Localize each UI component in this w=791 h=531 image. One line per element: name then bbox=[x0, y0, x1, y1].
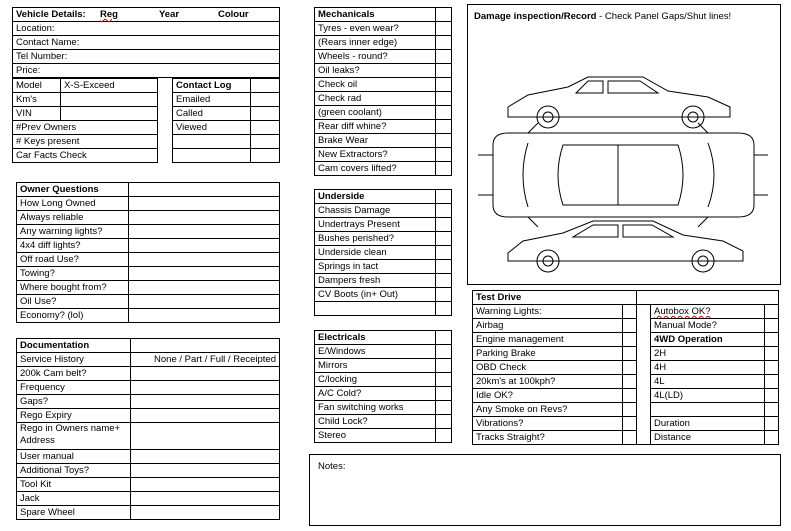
car-diagram[interactable] bbox=[468, 5, 780, 284]
underside-title: Underside bbox=[315, 190, 436, 204]
doc-value[interactable] bbox=[131, 395, 280, 409]
under-label: CV Boots (in+ Out) bbox=[315, 288, 436, 302]
damage-title-bold: Damage inspection/Record bbox=[474, 11, 597, 22]
mech-check[interactable] bbox=[436, 36, 452, 50]
car-side-view-top-icon bbox=[508, 77, 730, 128]
td-gap bbox=[637, 417, 651, 431]
td-gap bbox=[637, 403, 651, 417]
viewed-label: Viewed bbox=[173, 121, 251, 135]
test-drive-section bbox=[472, 290, 779, 445]
owner-q-answer[interactable] bbox=[129, 239, 280, 253]
td-left-check[interactable] bbox=[623, 431, 637, 445]
owner-q-answer[interactable] bbox=[129, 211, 280, 225]
keys-present-field[interactable] bbox=[13, 135, 158, 149]
location-field[interactable]: Location: bbox=[13, 22, 280, 36]
elec-label: A/C Cold? bbox=[315, 387, 436, 401]
td-right-label: 4L(LD) bbox=[651, 389, 765, 403]
td-right-check[interactable] bbox=[764, 417, 778, 431]
mech-label: Check oil bbox=[315, 78, 436, 92]
td-right-label bbox=[651, 305, 765, 319]
car-facts-check-label: Car Facts Check bbox=[16, 150, 87, 161]
doc-label: Service History bbox=[17, 353, 131, 367]
model-value[interactable]: X-S-Exceed bbox=[61, 79, 158, 93]
mech-check[interactable] bbox=[436, 22, 452, 36]
elec-label: C/locking bbox=[315, 373, 436, 387]
keys-present-label: # Keys present bbox=[16, 136, 80, 147]
td-gap bbox=[637, 375, 651, 389]
mech-check[interactable] bbox=[436, 148, 452, 162]
under-label bbox=[315, 302, 436, 316]
td-right-check[interactable] bbox=[764, 347, 778, 361]
td-left-label: Parking Brake bbox=[473, 347, 623, 361]
mech-label: Brake Wear bbox=[315, 134, 436, 148]
owner-q-answer[interactable] bbox=[129, 197, 280, 211]
mech-label: Oil leaks? bbox=[315, 64, 436, 78]
underside-section bbox=[314, 189, 452, 316]
td-right-label: 2H bbox=[651, 347, 765, 361]
doc-value[interactable] bbox=[131, 450, 280, 464]
under-check[interactable] bbox=[436, 246, 452, 260]
doc-value[interactable] bbox=[131, 478, 280, 492]
car-side-view-bottom-icon bbox=[508, 221, 743, 272]
td-right-label: Duration bbox=[651, 417, 765, 431]
colour-label: Colour bbox=[218, 9, 249, 20]
td-left-check[interactable] bbox=[623, 347, 637, 361]
doc-label: Rego Expiry bbox=[17, 409, 131, 423]
prev-owners-label: #Prev Owners bbox=[16, 122, 77, 133]
doc-value[interactable] bbox=[131, 409, 280, 423]
mechanicals-title: Mechanicals bbox=[315, 8, 436, 22]
kms-value[interactable] bbox=[61, 93, 158, 107]
underside-title-blank bbox=[436, 190, 452, 204]
doc-label: Gaps? bbox=[17, 395, 131, 409]
owner-q-answer[interactable] bbox=[129, 295, 280, 309]
owner-q-answer[interactable] bbox=[129, 281, 280, 295]
vin-value[interactable] bbox=[61, 107, 158, 121]
car-top-view-icon bbox=[478, 123, 768, 227]
vehicle-details-header bbox=[13, 8, 280, 22]
documentation-title-blank bbox=[131, 339, 280, 353]
doc-label: Jack bbox=[17, 492, 131, 506]
contact-name-field[interactable]: Contact Name: bbox=[13, 36, 280, 50]
mech-check[interactable] bbox=[436, 78, 452, 92]
td-right-check[interactable] bbox=[764, 375, 778, 389]
contact-log-empty-1[interactable] bbox=[173, 135, 251, 149]
mech-check[interactable] bbox=[436, 134, 452, 148]
owner-q-label: Where bought from? bbox=[17, 281, 129, 295]
called-check[interactable] bbox=[251, 107, 280, 121]
owner-q-answer[interactable] bbox=[129, 253, 280, 267]
tel-number-field[interactable]: Tel Number: bbox=[13, 50, 280, 64]
td-right-check[interactable] bbox=[764, 319, 778, 333]
td-left-label: OBD Check bbox=[473, 361, 623, 375]
elec-check[interactable] bbox=[436, 401, 452, 415]
elec-label: Stereo bbox=[315, 429, 436, 443]
contact-log-empty-2b[interactable] bbox=[251, 149, 280, 163]
test-drive-title: Test Drive bbox=[473, 291, 637, 305]
td-gap bbox=[637, 347, 651, 361]
contact-log-blank bbox=[251, 79, 280, 93]
td-right-label: 4L bbox=[651, 375, 765, 389]
td-left-label: Engine management bbox=[473, 333, 623, 347]
td-right-check[interactable] bbox=[764, 389, 778, 403]
owner-q-label: 4x4 diff lights? bbox=[17, 239, 129, 253]
td-right-label: 4H bbox=[651, 361, 765, 375]
doc-label: Additional Toys? bbox=[17, 464, 131, 478]
mechanicals-section bbox=[314, 7, 452, 176]
td-right-check[interactable] bbox=[764, 333, 778, 347]
elec-check[interactable] bbox=[436, 415, 452, 429]
mech-label: Check rad bbox=[315, 92, 436, 106]
electricals-section bbox=[314, 330, 452, 443]
vehicle-details-section bbox=[12, 7, 280, 78]
td-left-label: 20km's at 100kph? bbox=[473, 375, 623, 389]
under-check[interactable] bbox=[436, 204, 452, 218]
td-gap bbox=[637, 431, 651, 445]
doc-label: Spare Wheel bbox=[17, 506, 131, 520]
kms-label: Km's bbox=[13, 93, 61, 107]
under-label: Underside clean bbox=[315, 246, 436, 260]
elec-check[interactable] bbox=[436, 429, 452, 443]
td-left-check[interactable] bbox=[623, 319, 637, 333]
mech-label: Wheels - round? bbox=[315, 50, 436, 64]
mech-label: Tyres - even wear? bbox=[315, 22, 436, 36]
elec-check[interactable] bbox=[436, 345, 452, 359]
td-right-check[interactable] bbox=[764, 361, 778, 375]
notes-label: Notes: bbox=[318, 461, 346, 472]
td-right-label: Distance bbox=[651, 431, 765, 445]
doc-value[interactable] bbox=[131, 367, 280, 381]
td-gap bbox=[637, 333, 651, 347]
damage-inspection-panel bbox=[467, 4, 781, 285]
owner-q-label: Economy? (lol) bbox=[17, 309, 129, 323]
td-gap bbox=[637, 361, 651, 375]
doc-label: Frequency bbox=[17, 381, 131, 395]
owner-questions-title-blank bbox=[129, 183, 280, 197]
electricals-title-blank bbox=[436, 331, 452, 345]
td-left-check[interactable] bbox=[623, 305, 637, 319]
doc-label: Rego in Owners name+ Address bbox=[17, 423, 131, 450]
mech-label: Cam covers lifted? bbox=[315, 162, 436, 176]
td-left-check[interactable] bbox=[623, 375, 637, 389]
td-gap bbox=[637, 305, 651, 319]
td-left-label: Airbag bbox=[473, 319, 623, 333]
contact-log-empty-1b[interactable] bbox=[251, 135, 280, 149]
viewed-check[interactable] bbox=[251, 121, 280, 135]
doc-value[interactable] bbox=[131, 492, 280, 506]
model-label: Model bbox=[13, 79, 61, 93]
elec-check[interactable] bbox=[436, 373, 452, 387]
reg-label: Reg bbox=[100, 9, 118, 20]
owner-q-label: Always reliable bbox=[17, 211, 129, 225]
mech-label: Rear diff whine? bbox=[315, 120, 436, 134]
td-left-label: Vibrations? bbox=[473, 417, 623, 431]
under-label: Bushes perished? bbox=[315, 232, 436, 246]
mech-label: New Extractors? bbox=[315, 148, 436, 162]
owner-q-answer[interactable] bbox=[129, 225, 280, 239]
under-label: Springs in tact bbox=[315, 260, 436, 274]
vin-label: VIN bbox=[13, 107, 61, 121]
under-check[interactable] bbox=[436, 274, 452, 288]
under-check[interactable] bbox=[436, 218, 452, 232]
under-check[interactable] bbox=[436, 260, 452, 274]
mech-label: (green coolant) bbox=[315, 106, 436, 120]
vehicle-specs-table bbox=[12, 78, 158, 163]
td-left-label: Idle OK? bbox=[473, 389, 623, 403]
contact-log-title: Contact Log bbox=[173, 79, 251, 93]
documentation-section bbox=[16, 338, 280, 520]
owner-q-label: How Long Owned bbox=[17, 197, 129, 211]
under-label: Chassis Damage bbox=[315, 204, 436, 218]
doc-label: 200k Cam belt? bbox=[17, 367, 131, 381]
called-label: Called bbox=[173, 107, 251, 121]
doc-label: Tool Kit bbox=[17, 478, 131, 492]
doc-value[interactable] bbox=[131, 464, 280, 478]
elec-check[interactable] bbox=[436, 359, 452, 373]
owner-q-label: Off road Use? bbox=[17, 253, 129, 267]
td-left-label: Tracks Straight? bbox=[473, 431, 623, 445]
test-drive-title-blank bbox=[637, 291, 779, 305]
autobox-label: Autobox OK? bbox=[654, 306, 711, 317]
mechanicals-title-blank bbox=[436, 8, 452, 22]
mech-check[interactable] bbox=[436, 50, 452, 64]
td-left-check[interactable] bbox=[623, 361, 637, 375]
owner-questions-section bbox=[16, 182, 280, 323]
car-facts-check-field[interactable] bbox=[13, 149, 158, 163]
doc-value[interactable] bbox=[131, 423, 280, 450]
notes-box[interactable] bbox=[309, 454, 781, 526]
under-label: Dampers fresh bbox=[315, 274, 436, 288]
td-right-check[interactable] bbox=[764, 305, 778, 319]
td-gap bbox=[637, 389, 651, 403]
mech-check[interactable] bbox=[436, 64, 452, 78]
mech-check[interactable] bbox=[436, 92, 452, 106]
year-label: Year bbox=[159, 9, 180, 20]
mech-label: (Rears inner edge) bbox=[315, 36, 436, 50]
under-check[interactable] bbox=[436, 288, 452, 302]
elec-label: Child Lock? bbox=[315, 415, 436, 429]
electricals-title: Electricals bbox=[315, 331, 436, 345]
doc-value[interactable] bbox=[131, 381, 280, 395]
under-label: Undertrays Present bbox=[315, 218, 436, 232]
price-field[interactable]: Price: bbox=[13, 64, 280, 78]
under-check[interactable] bbox=[436, 232, 452, 246]
owner-q-label: Towing? bbox=[17, 267, 129, 281]
under-check[interactable] bbox=[436, 302, 452, 316]
td-right-label bbox=[651, 403, 765, 417]
td-right-label: 4WD Operation bbox=[651, 333, 765, 347]
mech-check[interactable] bbox=[436, 162, 452, 176]
td-left-check[interactable] bbox=[623, 389, 637, 403]
owner-q-answer[interactable] bbox=[129, 309, 280, 323]
td-right-check[interactable] bbox=[764, 431, 778, 445]
owner-questions-title: Owner Questions bbox=[17, 183, 129, 197]
elec-label: Fan switching works bbox=[315, 401, 436, 415]
td-left-label: Any Smoke on Revs? bbox=[473, 403, 623, 417]
mech-check[interactable] bbox=[436, 120, 452, 134]
td-right-label: Manual Mode? bbox=[651, 319, 765, 333]
contact-log-empty-2[interactable] bbox=[173, 149, 251, 163]
td-right-check[interactable] bbox=[764, 403, 778, 417]
contact-log-table bbox=[172, 78, 280, 163]
doc-label: User manual bbox=[17, 450, 131, 464]
td-left-check[interactable] bbox=[623, 403, 637, 417]
documentation-title: Documentation bbox=[17, 339, 131, 353]
owner-q-answer[interactable] bbox=[129, 267, 280, 281]
doc-value[interactable] bbox=[131, 506, 280, 520]
owner-q-label: Any warning lights? bbox=[17, 225, 129, 239]
td-left-label: Warning Lights: bbox=[473, 305, 623, 319]
elec-label: E/Windows bbox=[315, 345, 436, 359]
emailed-label: Emailed bbox=[173, 93, 251, 107]
doc-value[interactable]: None / Part / Full / Receipted bbox=[131, 353, 280, 367]
owner-q-label: Oil Use? bbox=[17, 295, 129, 309]
td-gap bbox=[637, 319, 651, 333]
td-left-check[interactable] bbox=[623, 417, 637, 431]
mech-check[interactable] bbox=[436, 106, 452, 120]
elec-label: Mirrors bbox=[315, 359, 436, 373]
prev-owners-field[interactable] bbox=[13, 121, 158, 135]
vehicle-details-label: Vehicle Details: bbox=[16, 9, 86, 20]
elec-check[interactable] bbox=[436, 387, 452, 401]
emailed-check[interactable] bbox=[251, 93, 280, 107]
damage-subtitle: - Check Panel Gaps/Shut lines! bbox=[596, 11, 732, 22]
td-left-check[interactable] bbox=[623, 333, 637, 347]
